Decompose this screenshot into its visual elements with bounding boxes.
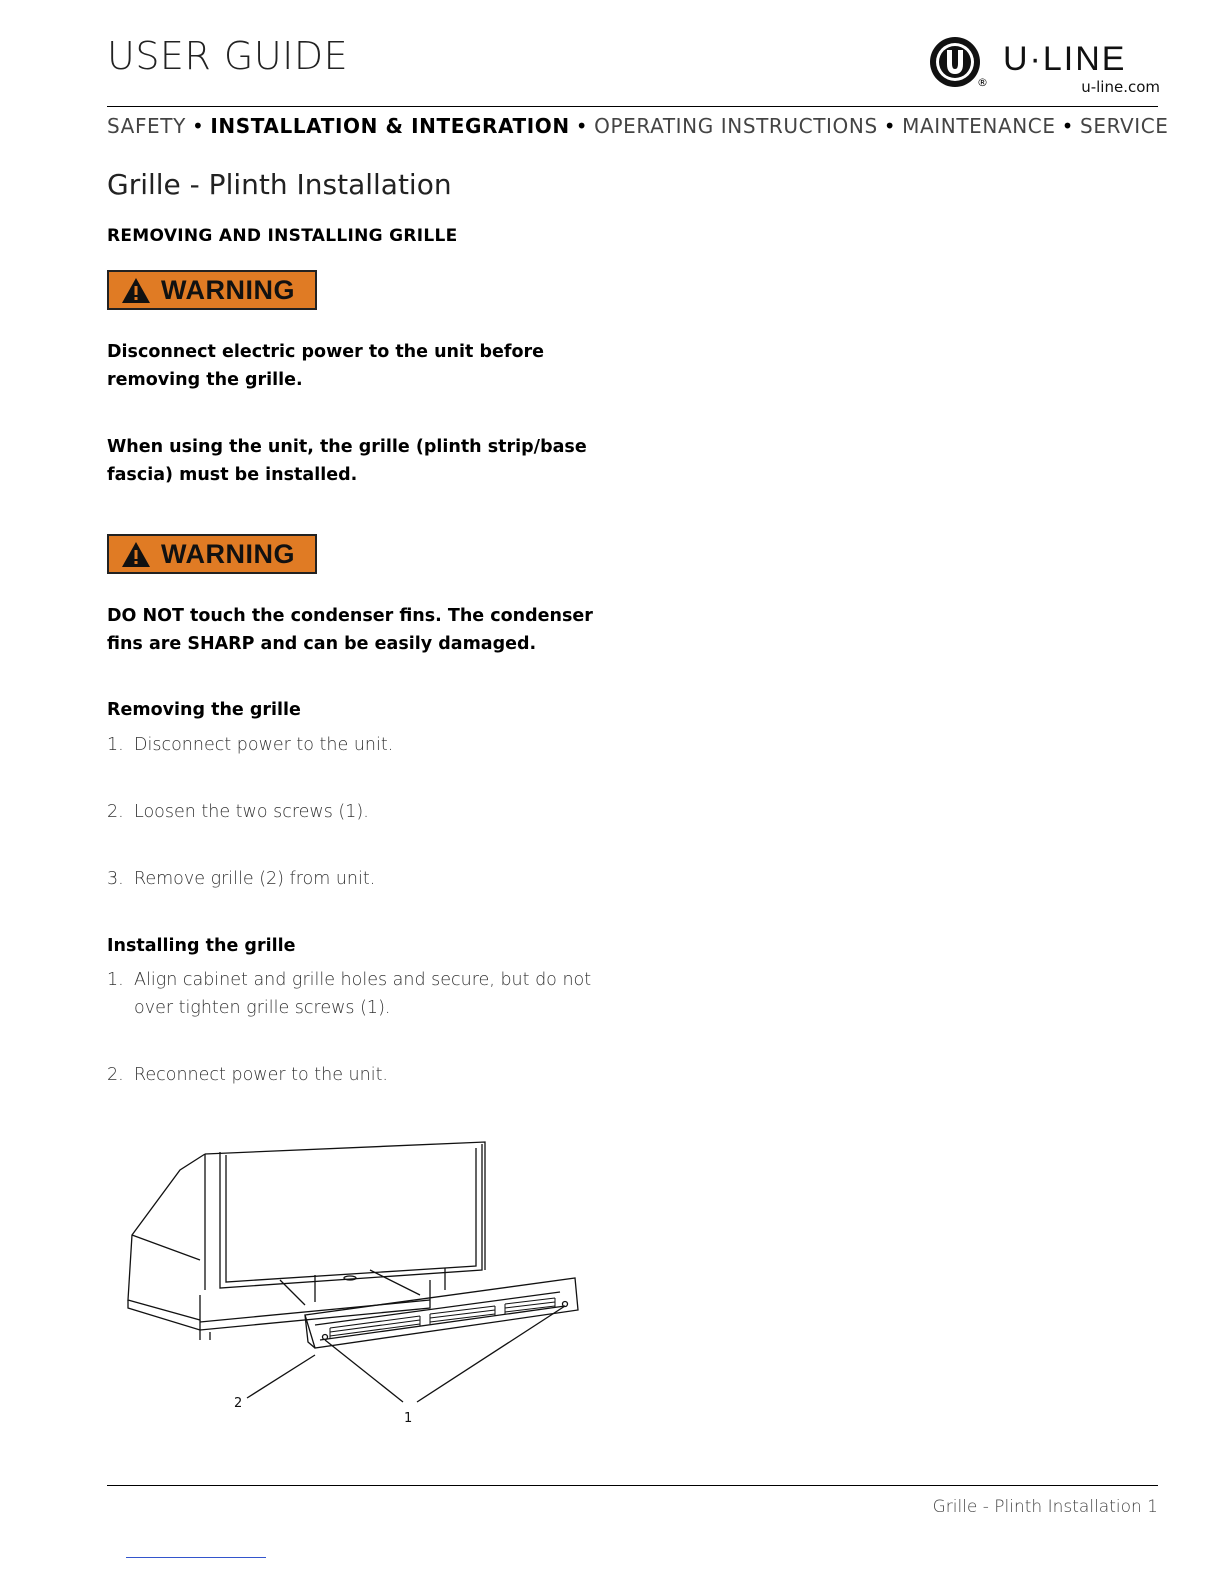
header-divider — [107, 106, 1158, 107]
step-number: 2. — [107, 802, 124, 822]
footer-divider — [107, 1485, 1158, 1486]
nav-item-maintenance[interactable]: MAINTENANCE — [902, 114, 1056, 138]
warning-text: When using the unit, the grille (plinth strip/base fascia) must be installed. — [107, 437, 587, 485]
nav-item-service[interactable]: SERVICE — [1080, 114, 1169, 138]
warning-triangle-icon — [121, 541, 151, 568]
step-text: Remove grille (2) from unit. — [134, 869, 376, 889]
warning-text: Disconnect electric power to the unit before removing the grille. — [107, 342, 545, 390]
step-number: 1. — [107, 735, 124, 755]
list-item — [107, 966, 627, 1022]
step-number: 2. — [107, 1065, 124, 1085]
list-item — [107, 865, 627, 893]
document-title: USER GUIDE — [107, 34, 349, 78]
warning-triangle-icon — [121, 277, 151, 304]
page-footer: Grille - Plinth Installation 1 — [932, 1497, 1158, 1517]
list-item — [107, 798, 627, 826]
nav-separator: • — [575, 114, 589, 138]
nav-item-operating[interactable]: OPERATING INSTRUCTIONS — [594, 114, 878, 138]
step-text: Reconnect power to the unit. — [134, 1065, 388, 1085]
warning-text: DO NOT touch the condenser fins. The condenser fins are SHARP and can be easily damaged. — [107, 606, 593, 654]
warning-badge — [107, 534, 317, 574]
logo-wordmark: U·LINE — [1003, 40, 1127, 78]
grille-installation-diagram — [120, 1130, 590, 1430]
warning-label: WARNING — [161, 274, 295, 305]
nav-separator: • — [883, 114, 897, 138]
footer-link-underline[interactable] — [126, 1557, 266, 1558]
callout-label-1: 1 — [404, 1411, 413, 1426]
callout-label-2: 2 — [234, 1396, 243, 1411]
registered-mark: ® — [977, 76, 988, 89]
nav-item-safety[interactable]: SAFETY — [107, 114, 186, 138]
nav-item-installation[interactable]: INSTALLATION & INTEGRATION — [210, 114, 570, 138]
warning-badge — [107, 270, 317, 310]
warning-label: WARNING — [161, 538, 295, 569]
nav-separator: • — [191, 114, 205, 138]
step-number: 1. — [107, 970, 124, 990]
logo-url[interactable]: u-line.com — [1081, 78, 1160, 96]
u-line-logo-icon — [928, 34, 984, 90]
removing-heading: Removing the grille — [107, 700, 301, 720]
nav-separator: • — [1061, 114, 1075, 138]
step-text: Align cabinet and grille holes and secure, but do not over tighten grille screws (1). — [134, 970, 592, 1018]
installing-heading: Installing the grille — [107, 936, 296, 956]
page-heading: Grille - Plinth Installation — [107, 168, 452, 201]
section-nav — [107, 114, 1167, 138]
list-item — [107, 731, 627, 759]
step-number: 3. — [107, 869, 124, 889]
step-text: Disconnect power to the unit. — [134, 735, 394, 755]
step-text: Loosen the two screws (1). — [134, 802, 369, 822]
section-heading: REMOVING AND INSTALLING GRILLE — [107, 226, 458, 246]
list-item — [107, 1061, 627, 1089]
